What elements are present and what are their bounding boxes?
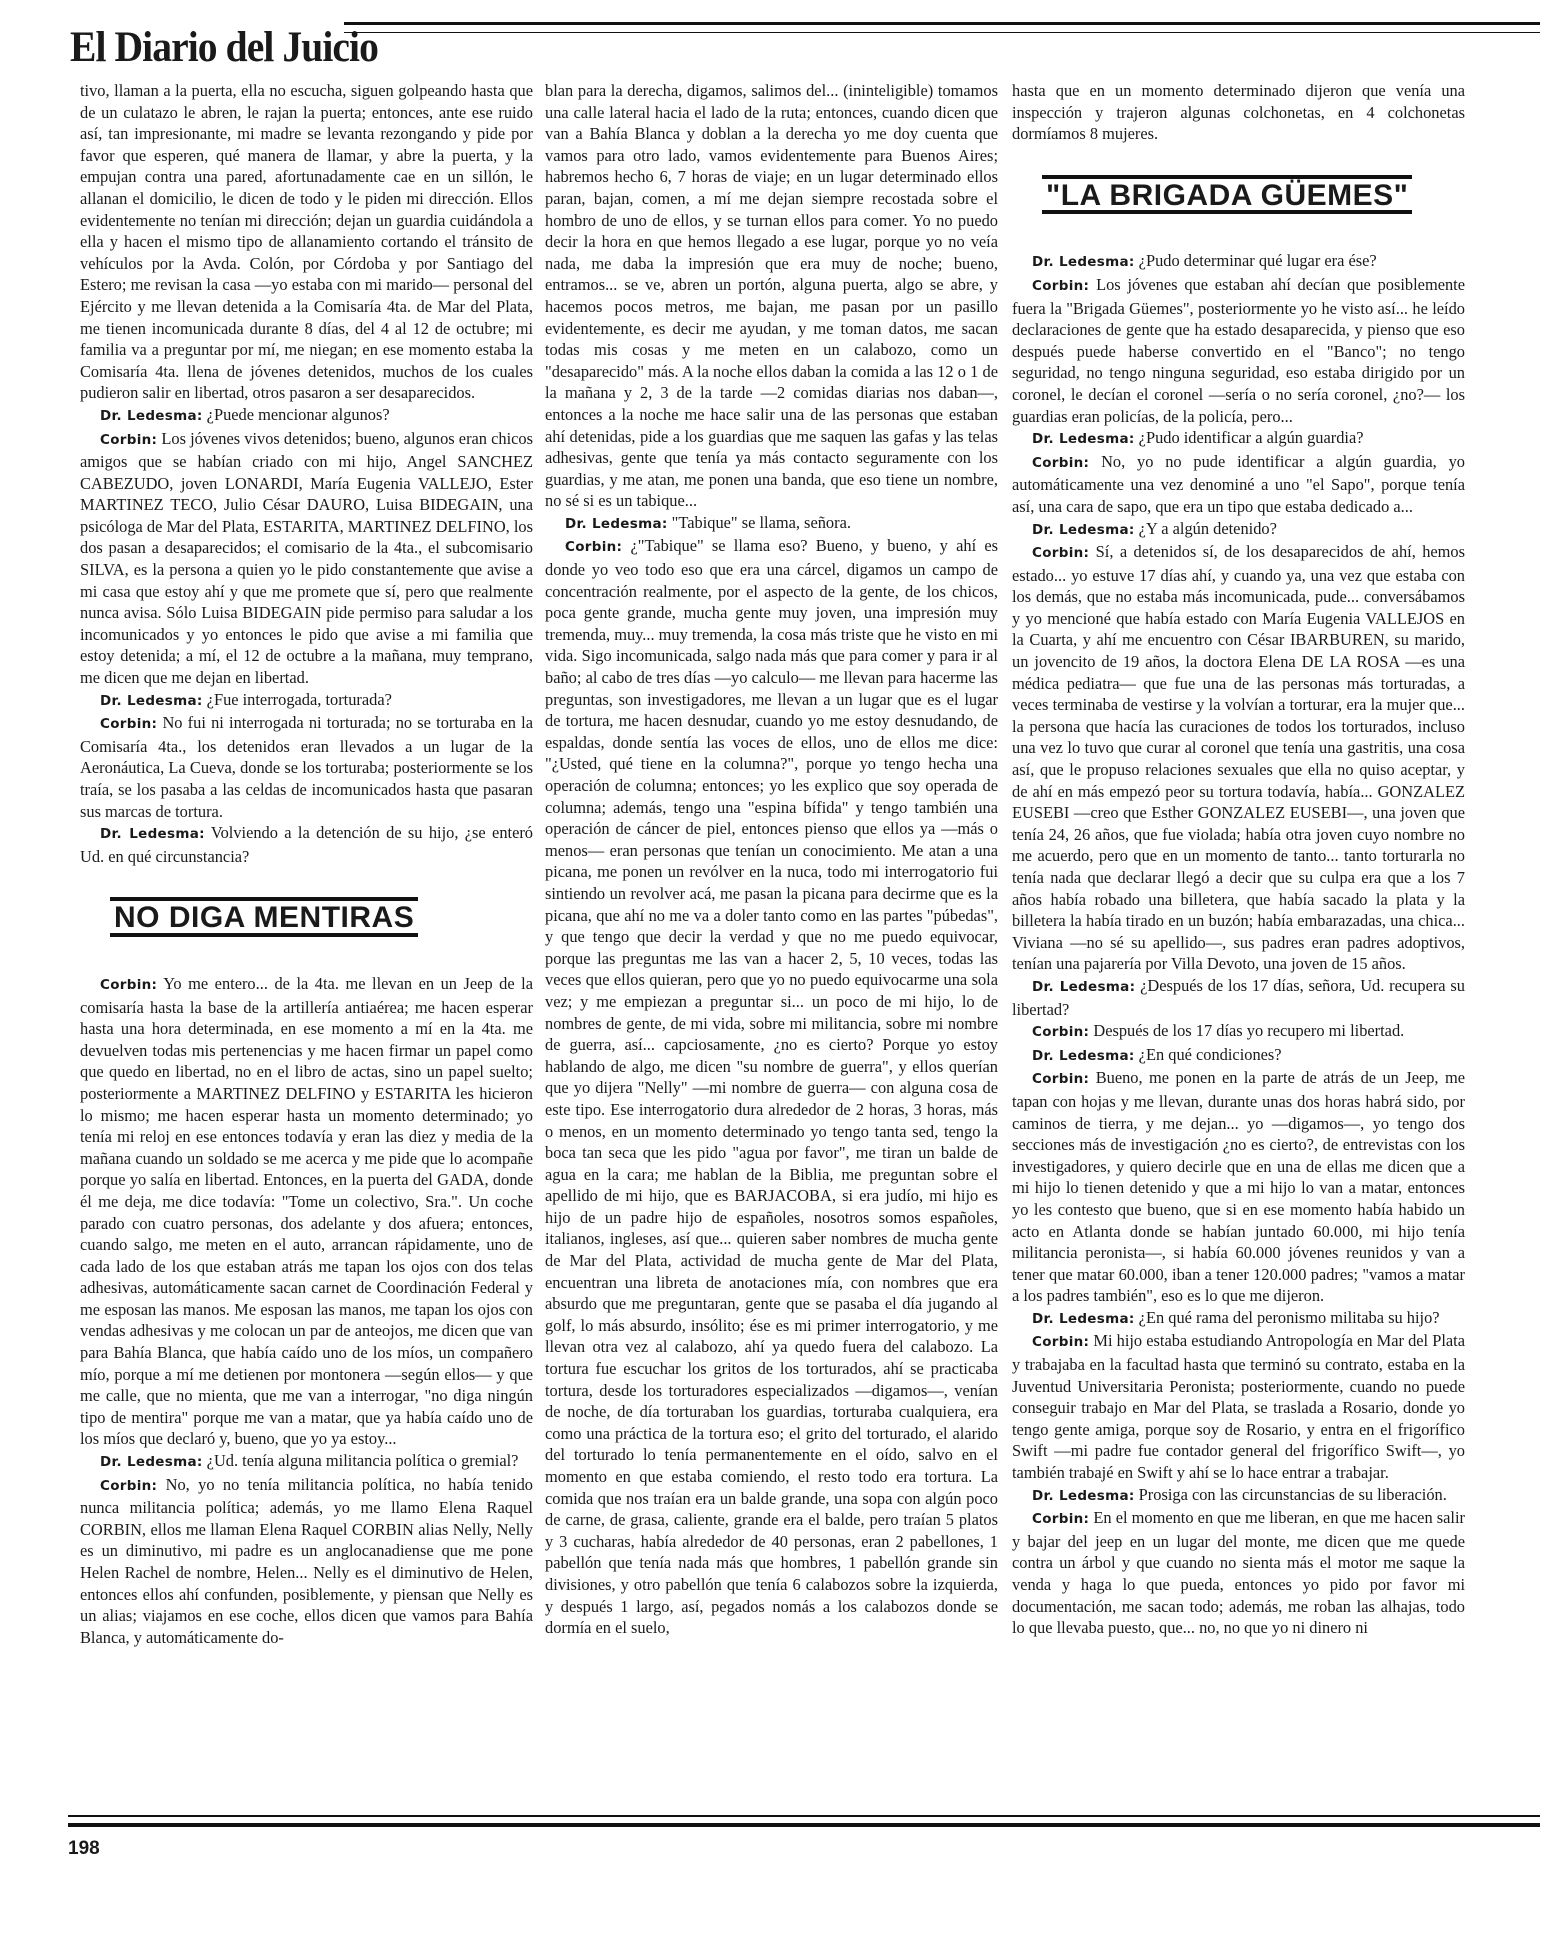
question bbox=[80, 689, 533, 713]
question-text: Prosiga con las circunstancias de su liberación. bbox=[1138, 1484, 1447, 1504]
speaker-corbin: Corbin: bbox=[1032, 1071, 1090, 1088]
question-text: ¿Puede mencionar algunos? bbox=[206, 404, 390, 424]
masthead-rule bbox=[344, 22, 1540, 25]
speaker-corbin: Corbin: bbox=[100, 976, 158, 993]
speaker-ledesma: Dr. Ledesma: bbox=[1032, 1487, 1135, 1504]
answer-text: Los jóvenes que estaban ahí decían que posiblemente fuera la "Brigada Güemes", posteriormente yo he visto así... he leído declaraciones de gente que ha estado desaparecida, y pienso que eso después puede haberse convertido en el "Banco"; no tengo seguridad, no tengo ninguna seguridad, eso estaba dirigido por un coronel, le decían el coronel —sería o no sería coronel, ¿no?— los guardias eran policías, de la policía, pero... bbox=[1012, 274, 1465, 426]
answer bbox=[80, 973, 533, 1450]
answer bbox=[1012, 451, 1465, 518]
speaker-ledesma: Dr. Ledesma: bbox=[100, 692, 203, 709]
question-text: ¿Pudo determinar qué lugar era ése? bbox=[1138, 251, 1377, 271]
speaker-corbin: Corbin: bbox=[100, 716, 158, 733]
question bbox=[1012, 1307, 1465, 1331]
answer-text: No fui ni interrogada ni torturada; no se torturaba en la Comisaría 4ta., los detenidos eran llevados a un lugar de la Aeronáutica, La Cueva, donde se los torturaba; posteriormente se los traía, se los pasaba a las celdas de incomunicados hasta que pasaran sus marcas de tortura. bbox=[80, 713, 533, 821]
answer-text: En el momento en que me liberan, en que me hacen salir y bajar del jeep en un lugar del monte, me dicen que me quede contra un árbol y que cuando no sienta más el motor me saque la venda y haga lo que pueda, entonces yo pido por favor mi documentación, me sacan todo; además, me roban las alhajas, todo lo que llevaba puesto, que... no, no que yo ni dinero ni bbox=[1012, 1508, 1465, 1638]
question bbox=[1012, 1484, 1465, 1508]
speaker-ledesma: Dr. Ledesma: bbox=[1032, 1047, 1135, 1064]
question-text: ¿Ud. tenía alguna militancia política o gremial? bbox=[206, 1451, 519, 1471]
question-text: "Tabique" se llama, señora. bbox=[671, 512, 851, 532]
question bbox=[1012, 1044, 1465, 1068]
speaker-corbin: Corbin: bbox=[1032, 545, 1090, 562]
answer-text: Después de los 17 días yo recupero mi libertad. bbox=[1093, 1021, 1405, 1041]
question-text: Volviendo a la detención de su hijo, ¿se enteró Ud. en qué circunstancia? bbox=[80, 823, 533, 866]
answer-text: Mi hijo estaba estudiando Antropología en Mar del Plata y trabajaba en la facultad hasta que terminó su contrato, estaba en la Juventud Universitaria Peronista; posteriormente, cuando no puede conseguir trabajo en Mar del Plata, se traslada a Rosario, donde yo tengo gente amiga, porque soy de Rosario, y entra en el frigorífico Swift —mi padre fue contador general del frigorífico Swift—, yo también trabajé en Swift y ahí se lo hace entrar a trabajar. bbox=[1012, 1331, 1465, 1483]
speaker-ledesma: Dr. Ledesma: bbox=[1032, 254, 1135, 271]
question bbox=[1012, 518, 1465, 542]
column-3 bbox=[1012, 80, 1465, 1639]
question-text: ¿En qué condiciones? bbox=[1138, 1044, 1282, 1064]
answer-text: No, yo no pude identificar a algún guardia, yo automáticamente una vez denominé a uno "el Sapo", porque tenía así, una cara de sapo, que era un tipo que estaba dedicado a... bbox=[1012, 451, 1465, 516]
answer bbox=[80, 712, 533, 822]
paragraph: hasta que en un momento determinado dijeron que venía una inspección y trajeron algunas colchonetas, en 4 colchonetas dormíamos 8 mujeres. bbox=[1012, 81, 1465, 144]
question bbox=[80, 1450, 533, 1474]
speaker-corbin: Corbin: bbox=[1032, 277, 1090, 294]
speaker-ledesma: Dr. Ledesma: bbox=[565, 515, 668, 532]
footer-rule bbox=[68, 1823, 1540, 1827]
question-text: ¿Después de los 17 días, señora, Ud. recupera su libertad? bbox=[1012, 975, 1465, 1019]
question-text: ¿Y a algún detenido? bbox=[1138, 518, 1277, 538]
speaker-corbin: Corbin: bbox=[1032, 1334, 1090, 1351]
answer-text: ¿"Tabique" se llama eso? Bueno, y bueno, y ahí es donde yo veo todo eso que era una cárcel, digamos un campo de concentración realmente, por el aspecto de la gente, de los chicos, poca gente grande, mucha gente muy joven, una impresión muy tremenda, muy... muy tremenda, la cosa más triste que he visto en mi vida. Sigo incomunicada, salgo nada más que para comer y para ir al baño; al cabo de tres días —yo calculo— me llevan para hacerme las preguntas, son investigadores, me llevan a un lugar que es el lugar de tortura, me hacen desnudar, cuando yo me estoy desnudando, de espaldas, donde sentía las voces de ellos, uno de ellos me dice: "¿Usted, qué tiene en la columna?", porque yo tengo hecha una operación de columna; entonces; yo les explico que soy operada de columna; además, tengo una "espina bífida" y tengo también una operación de cáncer de piel, entonces pienso que ellos ya —más o menos— eran personas que tenían un conocimiento. Me atan a una picana, me ponen un revólver en la nuca, todo mi interrogatorio fui sintiendo un revolver acá, me pasan la picana para decirme que es la picana, que ahí no me va a doler tanto como en las partes "púbedas", y que tengo que decir la verdad y que no me puedo equivocar, porque las preguntas me las van a hacer 2, 5, 10 veces, todas las veces que ellos quieran, pero que yo no puedo equivocarme una sola vez; y me empiezan a preguntar si... un poco de mi hijo, lo de nombres de gente, de mi vida, sobre mi militancia, sobre mi nombre de guerra, así... capciosamente, ¿no es cierto? Porque yo estoy hablando de algo, me dicen "su nombre de guerra", y ellos querían que yo dijera "Nelly" —mi nombre de guerra— con alguna cosa de este tipo. Ese interrogatorio dura alrededor de 2 horas, 3 horas, más o menos, en un momento determinado yo tengo tanta sed, tengo la boca tan seca que les pido "agua por favor", me tiran un balde de agua en la cara; me hablan de la Biblia, me preguntan sobre el apellido de mi hijo, que es BARJACOBA, si era judío, mi hijo es hijo de un padre hijo de españoles, nosotros somos españoles, italianos, ingleses, así que... quieren saber nombres de mucha gente de Mar del Plata, actividad de mucha gente de Mar del Plata, encuentran una libreta de anotaciones mía, con nombres que era absurdo que me preguntaran, gente que se pasaba el día jugando al golf, lo más absurdo, insólito; ése es mi primer interrogatorio, y me llevan otra vez al calabozo, ahí ya quedo fuera del calabozo. La tortura fue escuchar los gritos de los torturados, ahí se practicaba tortura, desde los torturadores especializados —digamos—, venían de noche, de día torturaban los guardias, torturaba cualquiera, era como una práctica de la tortura eso; el grito del torturado, el alarido del torturado lo tenía permanentemente en el oído, salvo en el momento en que estaba comiendo, el resto todo era tortura. La comida que nos traían era un balde grande, una sopa con algún poco de carne, de grasa, caliente, grande era el balde, pero traían 5 platos y 3 cucharas, había alrededor de 40 personas, eran 2 pabellones, 1 pabellón que tenía nada más que hombres, 1 pabellón grande sin divisiones, y otro pabellón que tenía 6 calabozos sobre la izquierda, y después 1 largo, así, pegados nomás a los calabozos donde se dormía en el suelo, bbox=[545, 536, 998, 1638]
answer bbox=[1012, 1330, 1465, 1483]
question bbox=[1012, 427, 1465, 451]
answer-text: Yo me entero... de la 4ta. me llevan en un Jeep de la comisaría hasta la base de la artillería antiaérea; me hacen esperar hasta una hora determinada, en ese momento a mí en la 4ta. me devuelven todas mis pertenencias y me hacen firmar un papel como que quedo en libertad, no en el libro de actas, sino un papel suelto; posteriormente a MARTINEZ DELFINO y ESTARITA les hicieron lo mismo; me hacen esperar hasta un momento determinado; yo tenía mi reloj en ese entonces todavía y eran las diez y media de la mañana cuando un soldado se me acerca y me pide que lo acompañe porque yo salía en libertad. Entonces, en la puerta del GADA, donde él me deja, me dice todavía: "Tome un colectivo, Sra.". Un coche parado con cuatro personas, dos adelante y dos afuera; entonces, cuando salgo, me meten en el auto, arrancan rápidamente, uno de cada lado de los que estaban atrás me tapan los ojos con dos telas adhesivas, automáticamente sacan carnet de Coordinación Federal y me esposan las manos. Me esposan las manos, me tapan los ojos con vendas adhesivas y me colocan un par de anteojos, me dicen que van para Bahía Blanca, que había caído uno de los míos, un compañero mío, porque a mí me detienen por montonera —según ellos— y que me calle, que no mienta, que me van a interrogar, "no diga ningún tipo de mentira" porque me van a matar, que ya había caído uno de los míos que declaró y, bueno, que yo ya estoy... bbox=[80, 973, 534, 1449]
speaker-ledesma: Dr. Ledesma: bbox=[100, 1454, 203, 1471]
question bbox=[1012, 975, 1465, 1020]
answer-text: Los jóvenes vivos detenidos; bueno, algunos eran chicos amigos que se habían criado con mi hijo, Angel SANCHEZ CABEZUDO, joven LONARDI, María Eugenia VALLEJO, Ester MARTINEZ TECO, Julio César DAURO, Luisa BIDEGAIN, una psicóloga de Mar del Plata, ESTARITA, MARTINEZ DELFINO, los dos pasan a desaparecidos; el comisario de la 4ta., el subcomisario SILVA, es la persona a quien yo le pido constantemente que avise a mi casa que estoy ahí y que me promete que sí, pero que realmente nunca avisa. Sólo Luisa BIDEGAIN pide permiso para saludar a los incomunicados y yo entonces le pido que avise a mi familia que estoy detenida; a mí, el 12 de octubre a la mañana, muy temprano, me dicen que me dejan en libertad. bbox=[80, 428, 533, 688]
speaker-ledesma: Dr. Ledesma: bbox=[1032, 521, 1135, 538]
question-text: ¿Pudo identificar a algún guardia? bbox=[1138, 428, 1364, 448]
speaker-corbin: Corbin: bbox=[100, 1477, 158, 1494]
answer-text: No, yo no tenía militancia política, no había tenido nunca militancia política; además, yo me llamo Elena Raquel CORBIN, ellos me llaman Elena Raquel CORBIN alias Nelly, Nelly es un diminutivo, mi padre es un anglocanadiense que me pone Helen Rachel de nombre, Helen... Nelly es el diminutivo de Helen, entonces ellos ahí confunden, posiblemente, y piensan que Nelly es un alias; viajamos en ese coche, ellos dicen que vamos para Bahía Blanca, y automáticamente do- bbox=[80, 1474, 533, 1647]
page-number: 198 bbox=[68, 1838, 100, 1859]
answer bbox=[1012, 1020, 1465, 1044]
answer bbox=[545, 535, 998, 1638]
speaker-corbin: Corbin: bbox=[100, 431, 158, 448]
footer-rule-thin bbox=[68, 1815, 1540, 1817]
speaker-corbin: Corbin: bbox=[565, 539, 623, 556]
speaker-ledesma: Dr. Ledesma: bbox=[1032, 978, 1136, 995]
question bbox=[1012, 250, 1465, 274]
question bbox=[545, 512, 998, 536]
column-1 bbox=[80, 80, 533, 1648]
masthead-title: El Diario del Juicio bbox=[70, 24, 378, 71]
masthead bbox=[68, 18, 1540, 80]
answer bbox=[1012, 1507, 1465, 1639]
speaker-ledesma: Dr. Ledesma: bbox=[1032, 431, 1135, 448]
answer bbox=[1012, 1067, 1465, 1307]
speaker-ledesma: Dr. Ledesma: bbox=[100, 407, 203, 424]
question-text: ¿En qué rama del peronismo militaba su hijo? bbox=[1138, 1307, 1440, 1327]
section-heading-brigada-guemes: "LA BRIGADA GÜEMES" bbox=[1042, 175, 1412, 215]
question bbox=[80, 404, 533, 428]
column-2 bbox=[545, 80, 998, 1639]
masthead-rule-thin bbox=[344, 32, 1540, 33]
answer bbox=[1012, 274, 1465, 427]
speaker-ledesma: Dr. Ledesma: bbox=[100, 826, 205, 843]
speaker-corbin: Corbin: bbox=[1032, 454, 1090, 471]
answer-text: Sí, a detenidos sí, de los desaparecidos de ahí, hemos estado... yo estuve 17 días ahí, y cuando ya, una vez que estaba con los demás, que no estaba más incomunicada, pude... conversábamos y yo mencioné que había estado con María Eugenia VALLEJOS en la Cuarta, y ahí me encuentro con César IBARBUREN, su marido, un jovencito de 19 años, la doctora Elena DE LA ROSA —es una médica pediatra— que fue una de las personas más torturadas, a veces terminaba de vestirse y la volvían a torturar, era la mujer que... la persona que hacía las curaciones de todos los torturados, incluso una vez lo tuvo que curar al coronel que tenía una gastritis, una cosa así, que le propuso relaciones sexuales que ella no quiso aceptar, y de ahí en más empezó peor su tortura todavía, había... GONZALEZ EUSEBI —creo que Esther GONZALEZ EUSEBI—, una joven que tenía 24, 26 años, que fue violada; había otra joven cuyo nombre no me acuerdo, pero que en un momento de tanto... tanto torturarla no tenía nada que declarar llegó a decir que su culpa era que a los 7 años había robado una billetera, que había sacado la plata y la billetera la había tirado en un buzón; había embarazadas, una chica... Viviana —no sé su apellido—, sus padres eran padres adoptivos, tenían una pajarería por Villa Devoto, una joven de 15 años. bbox=[1012, 542, 1465, 974]
question bbox=[80, 822, 533, 867]
speaker-ledesma: Dr. Ledesma: bbox=[1032, 1310, 1135, 1327]
speaker-corbin: Corbin: bbox=[1032, 1024, 1090, 1041]
answer bbox=[80, 1474, 533, 1649]
answer-text: Bueno, me ponen en la parte de atrás de un Jeep, me tapan con hojas y me llevan, durante unas dos horas habrá sido, por caminos de tierra, y me dejan... yo —digamos—, yo tengo dos secciones más de investigación ¿no es cierto?, de entrevistas con los investigadores, y quiero decirle que en una de ellas me dicen que a mi hijo lo tienen detenido y que a mi hijo lo van a matar, entonces yo les contesto que bueno, que si en ese momento había habido un acto en Atlanta donde se habían juntado 60.000, mi hijo tenía militancia peronista—, si había 60.000 jóvenes reunidos y van a tener que matar 60.000, iban a tener 120.000 padres; "vamos a matar a los padres también", eso es lo que me dijeron. bbox=[1012, 1068, 1465, 1306]
question-text: ¿Fue interrogada, torturada? bbox=[206, 689, 392, 709]
answer bbox=[1012, 541, 1465, 975]
section-heading-no-diga-mentiras: NO DIGA MENTIRAS bbox=[110, 897, 418, 937]
answer bbox=[80, 428, 533, 689]
paragraph: blan para la derecha, digamos, salimos del... (ininteligible) tomamos una calle lateral hacia el lado de la ruta; entonces, cuando dicen que van a Bahía Blanca y doblan a la derecha yo me doy cuenta que vamos para otro lado, vamos evidentemente para Buenos Aires; habremos hecho 6, 7 horas de viaje; en un lugar determinado ellos paran, bajan, comen, a mí me dejan siempre recostada sobre el hombro de uno de ellos, y se turnan ellos para comer. Yo no puedo decir la hora en que hemos llegado a ese lugar, porque yo no veía nada, me daba la impresión que era muy de noche; bueno, entramos... se ve, abren un portón, alguna puerta, algo se abre, y hacemos pocos metros, me bajan, me pasan por un pasillo evidentemente, es decir me ayudan, y me toman datos, me sacan todas mis cosas y me meten en un calabozo, como un "desaparecido" más. A la noche ellos daban la comida a las 12 o 1 de la mañana y 2, 3 de la tarde —2 comidas diarias nos daban—, entonces a la noche me hace salir una de las personas que estaban ahí detenidas, pide a los guardias que me saquen las gafas y las telas adhesivas, gente que tenía ya más contacto seguramente con los guardias, y me atan, me ponen una banda, que eso tiene un nombre, no sé si es un tabique... bbox=[545, 81, 998, 511]
speaker-corbin: Corbin: bbox=[1032, 1511, 1090, 1528]
paragraph: tivo, llaman a la puerta, ella no escucha, siguen golpeando hasta que de un culatazo le abren, le rajan la puerta; entonces, ante ese ruido así, tan impresionante, mi madre se levanta rezongando y pide por favor que esperen, qué manera de llamar, y abre la puerta, y la empujan contra una pared, afortunadamente cae en un sillón, le allanan el domicilio, le dicen de todo y le piden mi dirección. Ellos evidentemente no tenían mi dirección; dejan un guardia cuidándola a ella y hacen el mismo tipo de allanamiento cortando el tránsito de vehículos por la Avda. Colón, por Córdoba y por Santiago del Estero; me revisan la casa —yo estaba con mi marido— personal del Ejército y me llevan detenida a la Comisaría 4ta. de Mar del Plata, me tienen incomunicada durante 8 días, del 4 al 12 de octubre; mi familia va a preguntar por mí, me niegan; en ese momento estaba la Comisaría 4ta. llena de jóvenes detenidos, muchos de los cuales pudieron salir en libertad, otros pasaron a ser desaparecidos. bbox=[80, 81, 533, 403]
